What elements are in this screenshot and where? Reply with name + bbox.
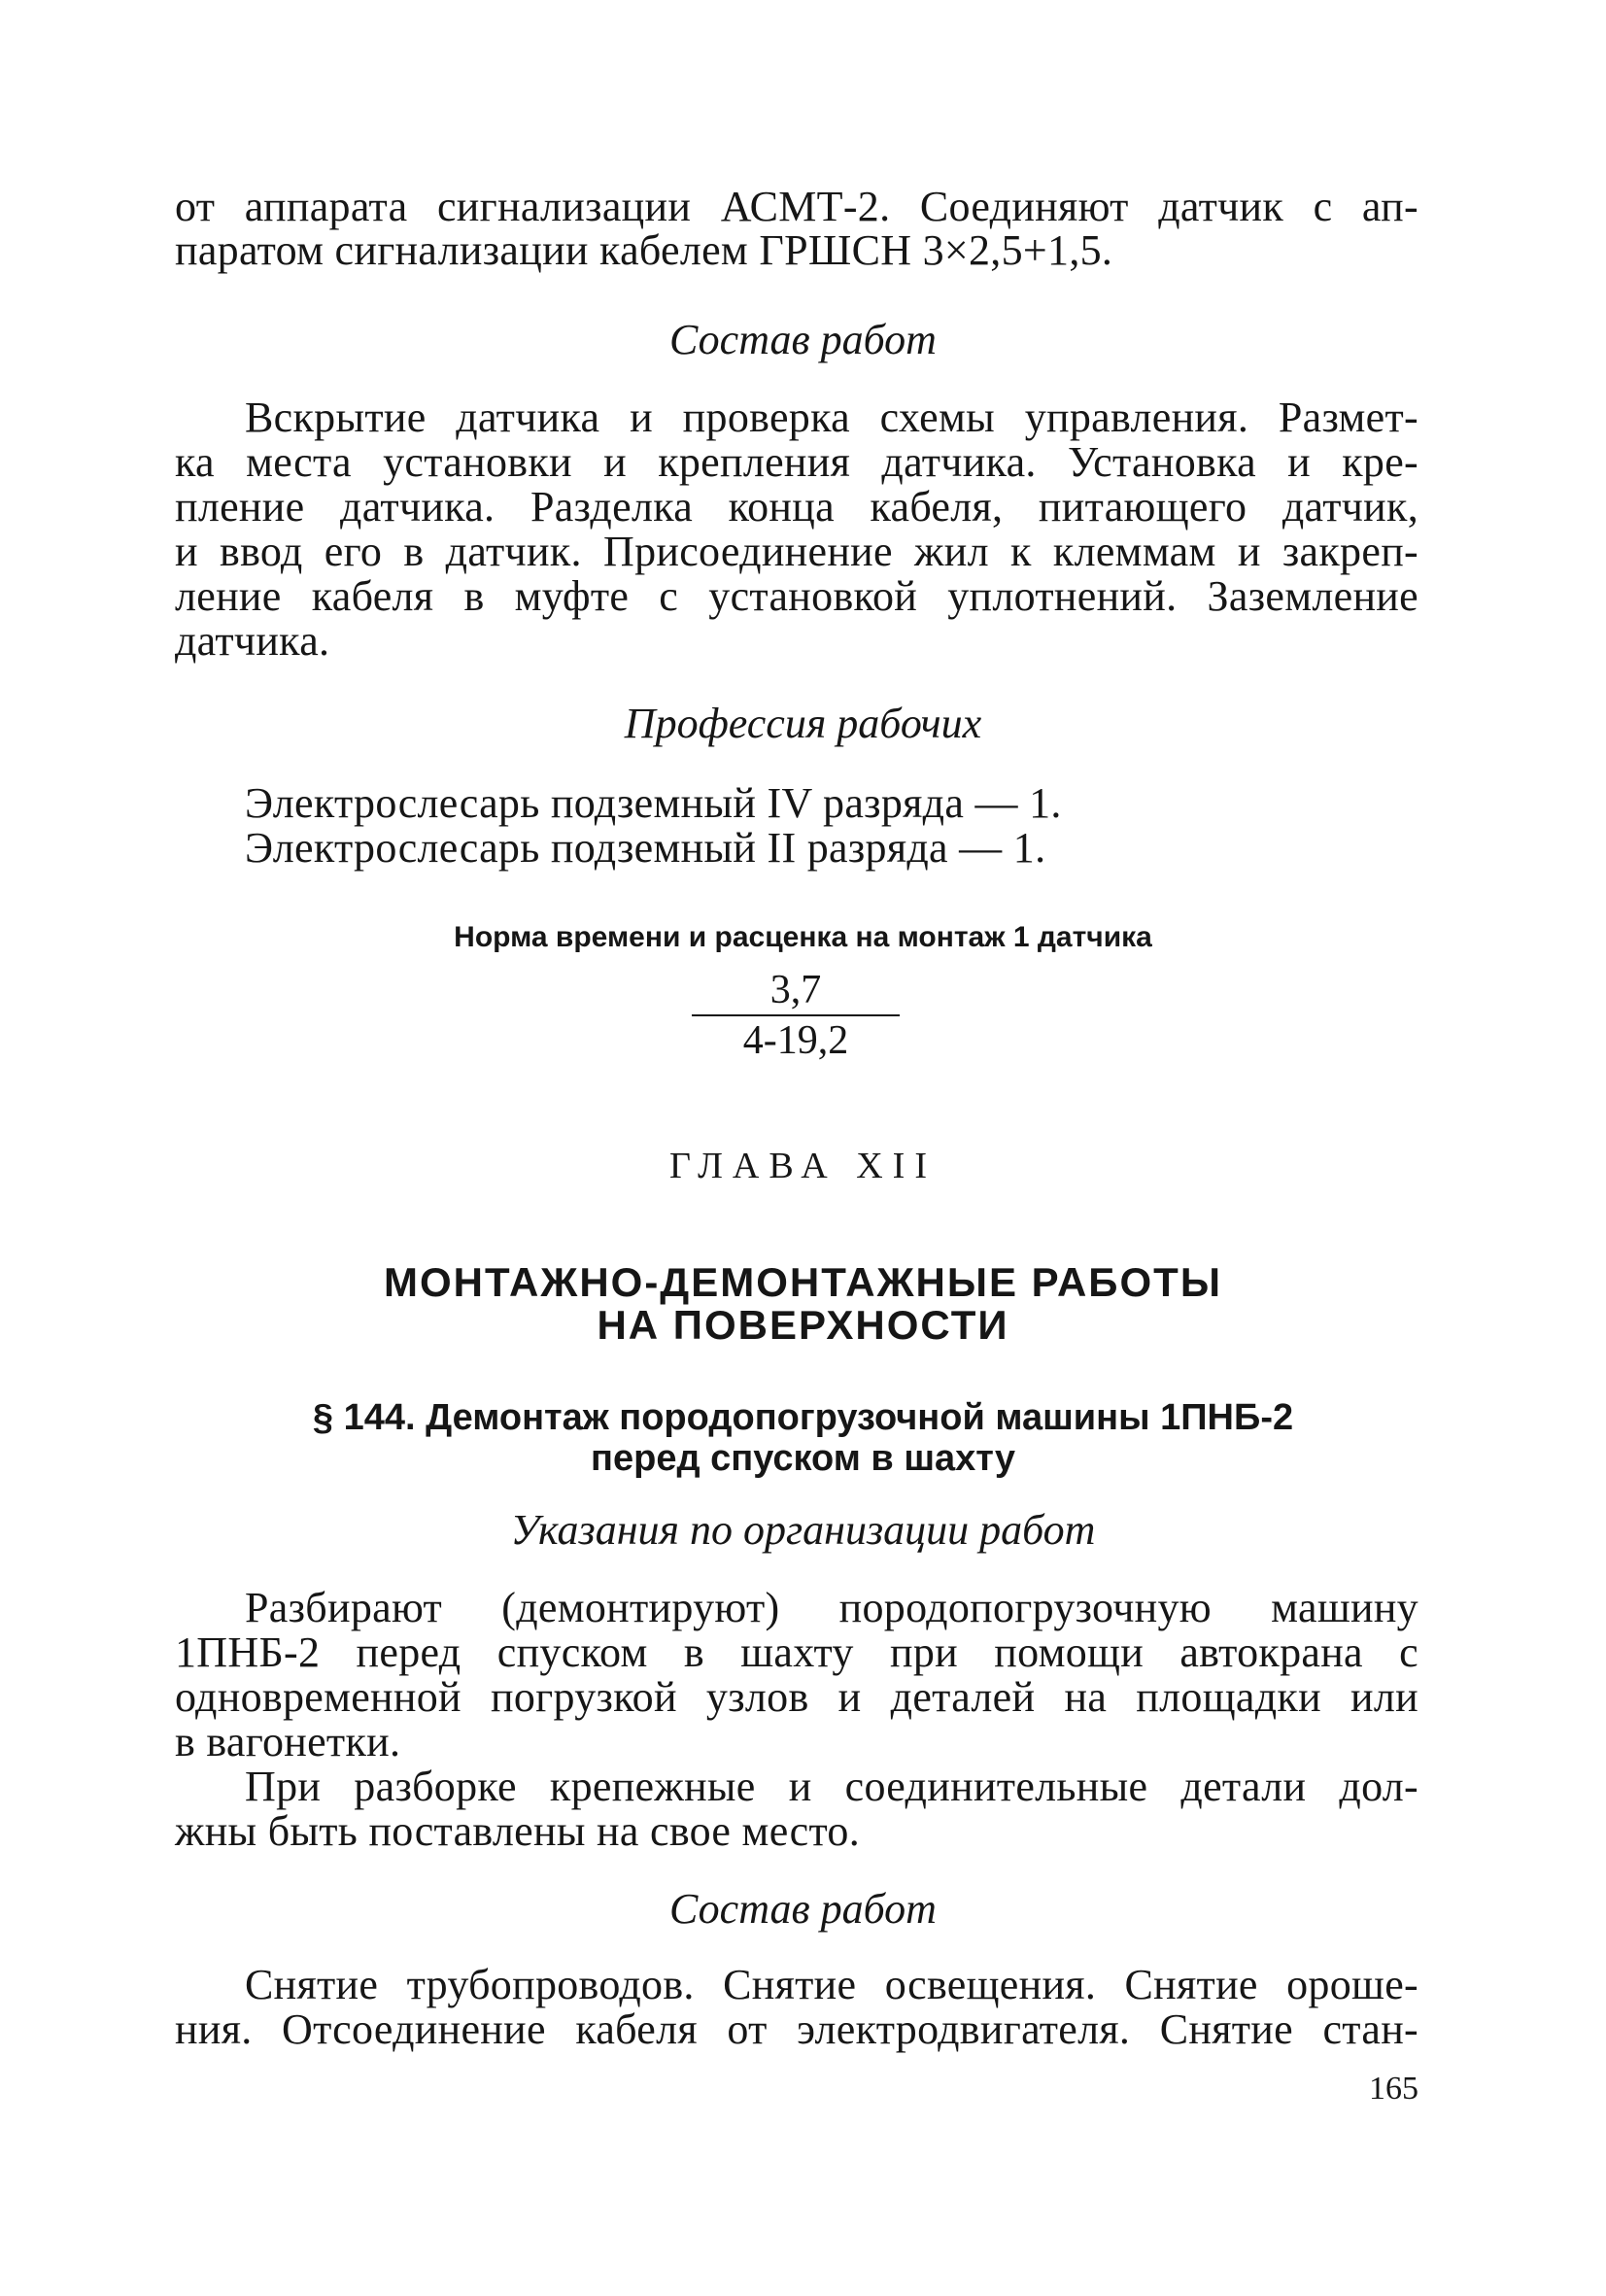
worker-line: Электрослесарь подземный II разряда — 1. [245, 824, 1046, 872]
text-line: пление датчика. Разделка конца кабеля, питающего датчик, [175, 483, 1418, 531]
norm-price-value: 4-19,2 [742, 1018, 849, 1063]
text-line: Вскрытие датчика и проверка схемы управления. Размет- [245, 394, 1418, 441]
subheading-instructions: Указания по организации работ [510, 1506, 1096, 1554]
norm-caption: Норма времени и расценка на монтаж 1 датчика [454, 921, 1152, 953]
text-line: и ввод его в датчик. Присоединение жил к клеммам и закреп- [175, 528, 1418, 575]
text-line: датчика. [175, 617, 330, 665]
chapter-title: НА ПОВЕРХНОСТИ [597, 1302, 1009, 1348]
text-line: ление кабеля в муфте с установкой уплотнений. Заземление [175, 572, 1418, 620]
subheading-workers: Профессия рабочих [624, 700, 982, 747]
text-line: При разборке крепежные и соединительные детали дол- [245, 1763, 1418, 1810]
text-line: в вагонетки. [175, 1718, 401, 1765]
text-line: одновременной погрузкой узлов и деталей на площадки или [175, 1673, 1418, 1721]
text-line: 1ПНБ-2 перед спуском в шахту при помощи автокрана с [175, 1628, 1418, 1676]
subheading-work-composition: Состав работ [669, 1885, 937, 1933]
subheading-work-composition: Состав работ [669, 316, 937, 363]
text-line: ка места установки и крепления датчика. Установка и кре- [175, 438, 1418, 486]
section-title: § 144. Демонтаж породопогрузочной машины 1ПНБ-2 [312, 1397, 1294, 1438]
text-line: ния. Отсоединение кабеля от электродвигателя. Снятие стан- [175, 2005, 1418, 2053]
chapter-label: ГЛАВА XII [669, 1146, 937, 1186]
text-line: Снятие трубопроводов. Снятие освещения. Снятие ороше- [245, 1961, 1418, 2008]
page-number: 165 [1369, 2071, 1418, 2107]
text-line: от аппарата сигнализации АСМТ-2. Соединяют датчик с ап- [175, 183, 1418, 230]
fraction-bar [692, 1014, 900, 1016]
text-line: Разбирают (демонтируют) породопогрузочную машину [245, 1584, 1418, 1631]
norm-time-value: 3,7 [769, 968, 822, 1012]
chapter-title: МОНТАЖНО-ДЕМОНТАЖНЫЕ РАБОТЫ [384, 1259, 1222, 1305]
section-title: перед спуском в шахту [591, 1438, 1015, 1479]
text-line: паратом сигнализации кабелем ГРШСН 3×2,5+1,5. [175, 226, 1113, 274]
worker-line: Электрослесарь подземный IV разряда — 1. [245, 779, 1062, 827]
text-line: жны быть поставлены на свое место. [175, 1807, 861, 1855]
